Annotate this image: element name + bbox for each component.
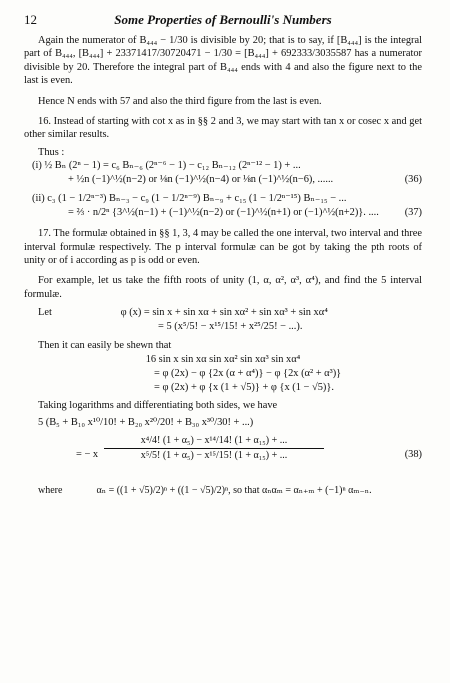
phi-expression: φ (x) = sin x + sin xα + sin xα² + sin xα³ + sin xα⁴ (120, 307, 328, 319)
shewn-text: Then it can easily be shewn that (38, 340, 172, 352)
equation-36 (24, 173, 422, 187)
equation-38-fraction (104, 434, 324, 463)
sine-product-2: = φ (2x) − φ {2x (α + α⁴)} − φ {2x (α² + α³)} (154, 367, 342, 379)
equation-number-36: (36) (404, 174, 422, 186)
equation-i-first: (i) ½ Bₙ (2ⁿ − 1) = c₆ Bₙ₋₆ (2ⁿ⁻⁶ − 1) − c₁₂ Bₙ₋₁₂ (2ⁿ⁻¹² − 1) + ... (32, 160, 301, 172)
phi-series-expression: = 5 (x⁵/5! − x¹⁵/15! + x²⁵/25! − ...). (158, 321, 303, 333)
equation-38-lhs: 5 (B₅ + B₁₀ x¹⁰/10! + B₂₀ x²⁰/20! + B₃₀ x³⁰/30! + ...) (38, 417, 254, 429)
sine-product: 16 sin x sin xα sin xα² sin xα³ sin xα⁴ (145, 353, 301, 365)
equation-number-37: (37) (404, 207, 422, 219)
equation-ii-line1 (24, 192, 422, 206)
equation-38 (24, 432, 422, 478)
thus-label: Thus : (38, 146, 65, 158)
equation-38-prefix: = − x (76, 449, 99, 461)
page-number: 12 (24, 12, 37, 27)
equation-38-denominator: x⁵/5! (1 + α₅) − x¹⁵/15! (1 + α₁₅) + ... (140, 450, 288, 462)
equation-i-second: + ½n (−1)^½(n−2) or ⅛n (−1)^½(n−4) or ⅛n (−1)^½(n−6), ...... (68, 174, 334, 186)
sine-product-3: = φ (2x) + φ {x (1 + √5)} + φ {x (1 − √5)}. (154, 381, 334, 393)
paragraph-section-16: 16. Instead of starting with cot x as in §§ 2 and 3, we may start with tan x or cosec x and get other similar results. (24, 116, 422, 141)
equation-ii-second: = ⅔ · n/2ⁿ {3^½(n−1) + (−1)^½(n−2) or (−1)^½(n+1) or (−1)^½(n+2)}. .... (68, 207, 379, 219)
let-label: Let (38, 307, 52, 319)
equation-ii-first: (ii) c₃ (1 − 1/2ⁿ⁻³) Bₙ₋₃ − c₉ (1 − 1/2ⁿ⁻⁹) Bₙ₋₉ + c₁₅ (1 − 1/2ⁿ⁻¹⁵) Bₙ₋₁₅ − ... (32, 193, 347, 205)
running-title: Some Properties of Bernoulli's Numbers (114, 12, 332, 27)
where-label: where (38, 485, 63, 497)
taking-text: Taking logarithms and differentiating both sides, we have (38, 399, 278, 411)
equation-38-numerator: x⁴/4! (1 + α₅) − x¹⁴/14! (1 + α₁₅) + ... (104, 434, 324, 449)
paragraph-example: For example, let us take the fifth roots of unity (1, α, α², α³, α⁴), and find the 5 interval formulæ. (24, 275, 422, 300)
equation-37 (24, 206, 422, 220)
equation-number-38: (38) (404, 449, 422, 461)
phi-series (24, 320, 422, 334)
running-header (24, 8, 422, 34)
paragraph-numerator: Again the numerator of B₄₄₄ − 1/30 is divisible by 20; that is to say, if [B₄₄₄] is the integral part of B₄₄₄, [B₄₄₄] + 23371417/30720471 − 1/30 = [B₄₄₄] + 692333/3035587 has a numerator divisible by 20. Therefore the integral part of B₄₄₄ ends with 4 and also the figure next to the last is even. (24, 35, 422, 87)
equation-i-line1 (24, 159, 422, 173)
alpha-definition (24, 484, 422, 498)
phi-definition (24, 306, 422, 320)
paragraph-section-17: 17. The formulæ obtained in §§ 1, 3, 4 may be called the one interval, two interval and three interval formulæ respectively. The p interval formulæ can be got by taking the pth roots of unity or of i according as p is odd or even. (24, 228, 422, 267)
alpha-expression: αₙ = ((1 + √5)/2)ⁿ + ((1 − √5)/2)ⁿ, so that αₙαₘ = αₙ₊ₘ + (−1)ⁿ αₘ₋ₙ. (96, 485, 372, 497)
paragraph-hence: Hence N ends with 57 and also the third figure from the last is even. (38, 95, 322, 107)
